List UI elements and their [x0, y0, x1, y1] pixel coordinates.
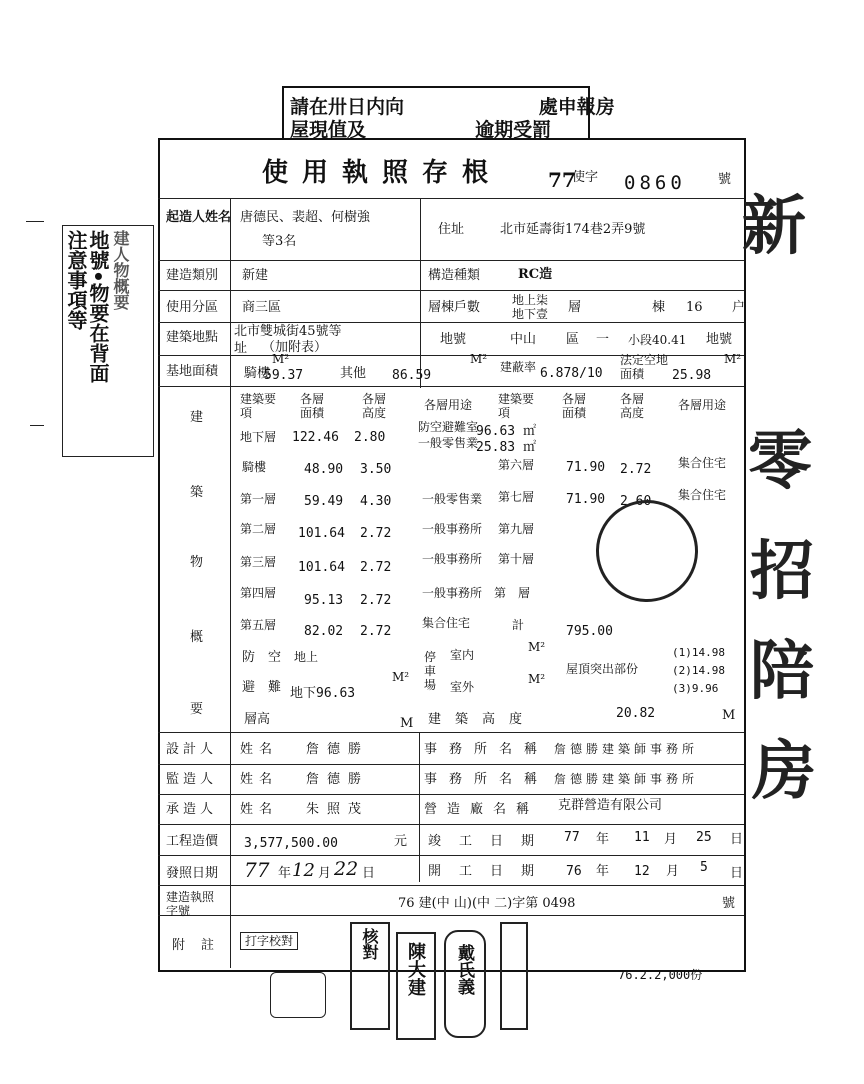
- right-char-1: 新: [742, 189, 806, 264]
- col-header-b: 各層面積: [300, 392, 325, 420]
- row-use: 一般事務所: [422, 522, 483, 536]
- ratio-label: 建蔽率: [500, 360, 537, 374]
- row-area: 71.90: [566, 460, 606, 475]
- row-use: 一般事務所: [422, 552, 483, 566]
- right-char-5: 陪: [750, 634, 814, 709]
- row-height: 2.72: [360, 624, 392, 639]
- open-value: 25.98: [672, 368, 712, 383]
- bldg-label-1: 建: [190, 410, 204, 425]
- narrow-seal: [500, 922, 528, 1030]
- row-area: 101.64: [298, 526, 345, 541]
- seal-3-text: 戴氏義: [454, 944, 474, 995]
- side-note-box: [62, 225, 154, 457]
- lot-suffix: 地號: [706, 332, 733, 347]
- roof-v3: (3)9.96: [672, 682, 719, 695]
- row-floor: 第七層: [498, 490, 535, 504]
- designer-name: 詹德勝: [306, 742, 370, 757]
- bldg-label-4: 概: [190, 630, 204, 645]
- arcade-label: 騎樓: [244, 366, 271, 381]
- designer-label: 設計人: [166, 742, 218, 757]
- floors-units: 16: [686, 300, 703, 315]
- issue-d-label: 日: [362, 866, 376, 881]
- doc-word: 使字: [572, 170, 599, 185]
- designer-name-label: 姓名: [240, 742, 279, 757]
- site-value: 北市雙城街45號等: [234, 324, 342, 339]
- structure-value: RC造: [518, 267, 553, 282]
- bldg-height-value: 20.82: [616, 706, 656, 721]
- row-height: 3.50: [360, 462, 392, 477]
- done-label: 竣工日期: [428, 834, 553, 849]
- row-floor: 第十層: [498, 552, 535, 566]
- row-area-3: 25.83 ㎡: [476, 440, 536, 455]
- parking-indoor: 室内: [450, 648, 475, 662]
- footer-print-count: 76.2.2,000份: [618, 968, 703, 982]
- supervisor-office: 詹德勝建築師事務所: [554, 772, 699, 786]
- issue-m-label: 月: [318, 866, 332, 881]
- site-value-2: （加附表）: [262, 340, 328, 355]
- other-label: 其他: [340, 366, 367, 381]
- done-day: 25: [696, 830, 712, 845]
- row-area: 795.00: [566, 624, 613, 639]
- bldg-label-2: 築: [190, 485, 204, 500]
- row-use: 集合住宅: [422, 616, 471, 630]
- start-month: 12: [634, 864, 650, 879]
- row-floor: 第三層: [240, 555, 277, 569]
- row-use: 防空避難室: [418, 420, 479, 434]
- col-header-d2: 各層用途: [678, 398, 727, 412]
- lot-district: 中山: [510, 332, 537, 347]
- row-area: 71.90: [566, 492, 606, 507]
- page-title: 使用執照存根: [262, 158, 503, 188]
- remarks-label: 附註: [172, 938, 231, 953]
- row-floor: 第六層: [498, 458, 535, 472]
- row-height: 2.72: [360, 526, 392, 541]
- row-height: 2.72: [360, 593, 392, 608]
- start-label: 開工日期: [428, 864, 553, 879]
- issue-year: 77: [244, 858, 270, 882]
- lot-sub: 一: [596, 332, 610, 347]
- layer-height-unit: M: [400, 716, 414, 731]
- row-area: 48.90: [304, 462, 344, 477]
- owner-value: 唐德民、裴超、何樹強: [240, 210, 371, 225]
- done-d-label: 日: [730, 832, 744, 847]
- open-label: 法定空地面積: [620, 353, 669, 381]
- col-header-d: 各層用途: [424, 398, 473, 412]
- row-height: 2.80: [354, 430, 386, 445]
- arcade-value: 59.37: [264, 368, 304, 383]
- cost-unit: 元: [394, 834, 408, 849]
- supervisor-label: 監造人: [166, 772, 218, 787]
- start-day: 5: [700, 860, 708, 875]
- doc-year: 77: [548, 168, 576, 192]
- done-m-label: 月: [664, 832, 678, 847]
- done-month: 11: [634, 830, 650, 845]
- row-area: 82.02: [304, 624, 344, 639]
- notice-line-2: 屋現值及 逾期受罰: [290, 119, 552, 141]
- bldg-height-unit: M: [722, 708, 736, 723]
- parking-label: 停車場: [424, 650, 437, 692]
- row-floor: 計: [512, 618, 525, 632]
- supervisor-name-label: 姓名: [240, 772, 279, 787]
- notice-line-1: 請在卅日内向 處申報房: [290, 96, 615, 118]
- row-use-2: 一般零售業: [418, 436, 479, 450]
- row-floor: 第一層: [240, 492, 277, 506]
- supervisor-office-label: 事務所名稱: [424, 772, 550, 787]
- cost-label: 工程造價: [166, 834, 219, 849]
- build-type-value: 新建: [242, 268, 269, 283]
- other-value: 86.59: [392, 368, 432, 383]
- row-floor: 第五層: [240, 618, 277, 632]
- right-char-6: 房: [752, 734, 816, 809]
- side-note-col2: 地號•物要在背面: [86, 230, 110, 383]
- bldg-label-3: 物: [190, 555, 204, 570]
- lot-section: 區: [566, 332, 580, 347]
- shelter-label-1: 防 空: [242, 650, 282, 665]
- floors-below: 地下壹: [512, 307, 549, 321]
- contractor-name: 朱照茂: [306, 802, 370, 817]
- right-char-4: 招: [750, 534, 814, 609]
- col-header-c2: 各層高度: [620, 392, 645, 420]
- row-area: 122.46: [292, 430, 339, 445]
- vertical-seal: [350, 922, 390, 1030]
- permit-value: 76 建(中 山)(中 二)字第 0498: [398, 896, 576, 911]
- bldg-label-5: 要: [190, 702, 204, 717]
- permit-label: 建造執照字號: [166, 890, 215, 918]
- start-year: 76: [566, 864, 582, 879]
- address-label: 住址: [438, 222, 465, 237]
- issue-month: 12: [292, 860, 315, 881]
- parking-unit-1: M²: [528, 640, 546, 654]
- address-value: 北市延壽街174巷2弄9號: [500, 222, 646, 237]
- lot-small: 小段40.41: [628, 333, 687, 347]
- site-label: 建築地點: [166, 330, 219, 345]
- contractor-label: 承造人: [166, 802, 218, 817]
- row-floor: 第 層: [494, 586, 531, 600]
- shelter-unit: M²: [392, 670, 410, 684]
- issue-y-label: 年: [278, 866, 292, 881]
- col-header-a: 建築要項: [240, 392, 277, 420]
- floors-layer: 層: [568, 300, 582, 315]
- row-height: 2.60: [620, 494, 652, 509]
- floors-label: 層棟戶數: [428, 300, 481, 315]
- shelter-label-2: 避 難: [242, 680, 282, 695]
- side-note-col3: 建人物概要: [111, 230, 130, 310]
- floors-above: 地上柒: [512, 293, 549, 307]
- name-seal-1: [396, 932, 436, 1040]
- roof-v1: (1)14.98: [672, 646, 725, 659]
- structure-label: 構造種類: [428, 268, 481, 283]
- zone-label: 使用分區: [166, 300, 219, 315]
- area-unit-3: M²: [724, 352, 742, 366]
- start-y-label: 年: [596, 864, 610, 879]
- done-year: 77: [564, 830, 580, 845]
- permit-suffix: 號: [722, 896, 736, 911]
- area-label: 基地面積: [166, 364, 219, 379]
- roof-label: 屋頂突出部份: [566, 662, 639, 676]
- row-height: 2.72: [620, 462, 652, 477]
- doc-suffix: 號: [718, 172, 732, 187]
- row-use: 集合住宅: [678, 456, 727, 470]
- designer-office-label: 事務所名稱: [424, 742, 550, 757]
- floors-unit-label: 户: [732, 300, 746, 315]
- row-height: 2.72: [360, 560, 392, 575]
- col-header-a2: 建築要項: [498, 392, 535, 420]
- doc-number: 0860: [624, 172, 686, 194]
- site-label-2: 址: [234, 341, 248, 356]
- row-height: 4.30: [360, 494, 392, 509]
- bldg-height-label: 建築高度: [428, 712, 537, 727]
- layer-height-label: 層高: [244, 712, 271, 727]
- issue-label: 發照日期: [166, 866, 219, 881]
- area-unit-2: M²: [470, 352, 488, 366]
- row-area: 95.13: [304, 593, 344, 608]
- row-use: 一般事務所: [422, 586, 483, 600]
- side-note-col1: 注意事項等: [64, 230, 88, 330]
- build-type-label: 建造類別: [166, 268, 219, 283]
- row-floor: 騎樓: [242, 460, 267, 474]
- row-area-2: 96.63 ㎡: [476, 424, 536, 439]
- supervisor-name: 詹德勝: [306, 772, 370, 787]
- name-seal-2: [444, 930, 486, 1038]
- row-area: 59.49: [304, 494, 344, 509]
- row-floor: 第四層: [240, 586, 277, 600]
- owner-value-2: 等3名: [262, 234, 297, 249]
- area-unit-1: M²: [272, 352, 290, 366]
- row-floor: 第九層: [498, 522, 535, 536]
- seal-2-text: 陳大建: [405, 942, 426, 996]
- shelter-above: 地上: [294, 650, 319, 664]
- issue-day: 22: [334, 858, 359, 880]
- contractor-name-label: 姓名: [240, 802, 279, 817]
- contractor-company-label: 營造廠名稱: [424, 802, 540, 817]
- col-header-c: 各層高度: [362, 392, 387, 420]
- square-seal: [270, 972, 326, 1018]
- col-header-b2: 各層面積: [562, 392, 587, 420]
- row-area: 101.64: [298, 560, 345, 575]
- contractor-company: 克群營造有限公司: [558, 798, 663, 813]
- seal-1-text: 核對: [360, 928, 379, 960]
- zone-value: 商三區: [242, 300, 282, 315]
- parking-unit-2: M²: [528, 672, 546, 686]
- row-use: 集合住宅: [678, 488, 727, 502]
- start-d-label: 日: [730, 866, 744, 881]
- parking-outdoor: 室外: [450, 680, 475, 694]
- owner-label: 起造人姓名: [166, 210, 232, 225]
- floors-bldg: 棟: [652, 300, 666, 315]
- notice-box: [282, 86, 615, 141]
- start-m-label: 月: [666, 864, 680, 879]
- ratio-value: 6.878/10: [540, 366, 603, 381]
- designer-office: 詹德勝建築師事務所: [554, 742, 699, 756]
- roof-v2: (2)14.98: [672, 664, 725, 677]
- row-floor: 地下層: [240, 430, 277, 444]
- shelter-below: 地下96.63: [290, 686, 356, 701]
- done-y-label: 年: [596, 832, 610, 847]
- lot-label: 地號: [440, 332, 467, 347]
- proofread-stamp: 打字校對: [240, 932, 298, 950]
- cost-value: 3,577,500.00: [244, 836, 338, 851]
- row-floor: 第二層: [240, 522, 277, 536]
- right-char-3: 零: [748, 424, 812, 499]
- row-use: 一般零售業: [422, 492, 483, 506]
